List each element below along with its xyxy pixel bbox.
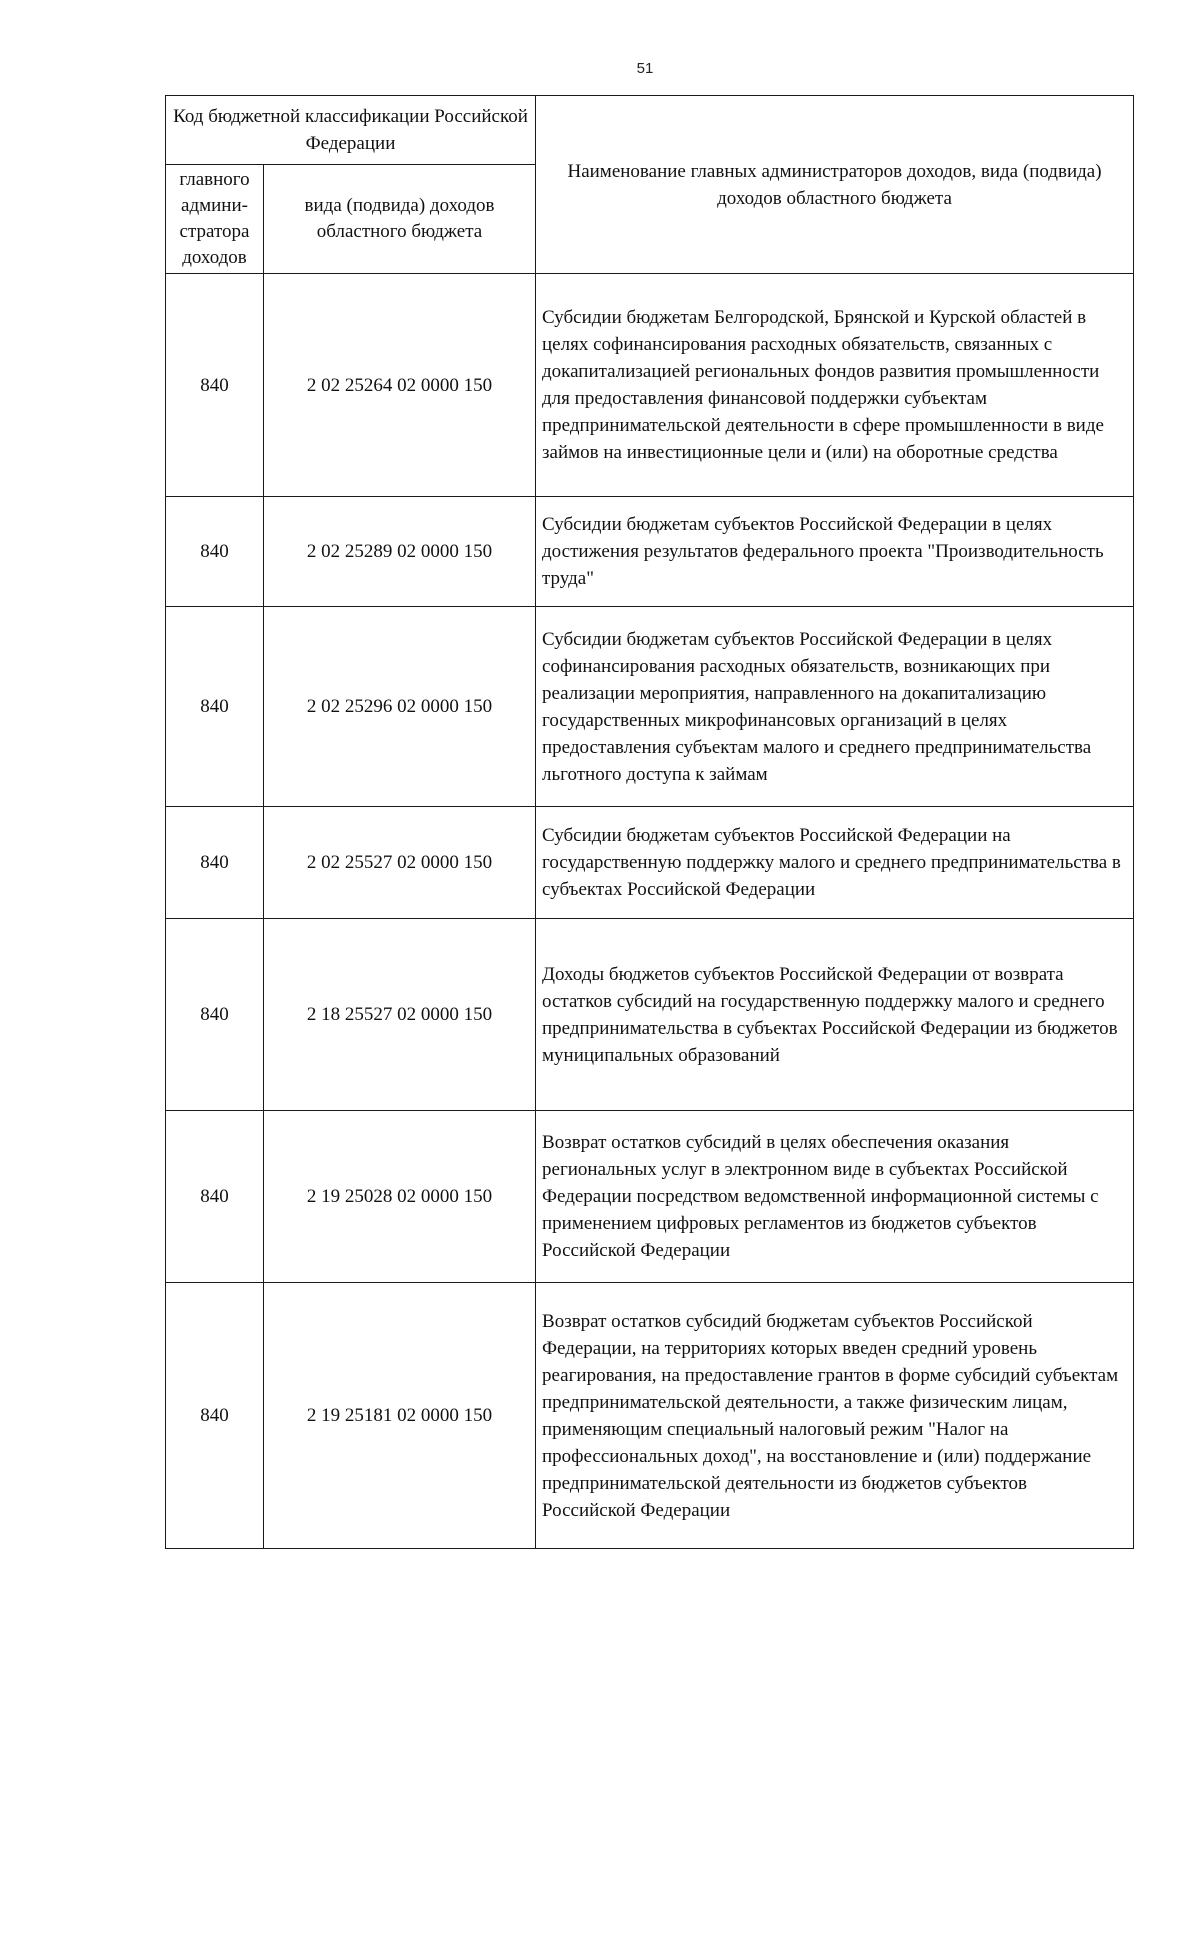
page-number: 51: [636, 60, 654, 77]
income-code-cell: 2 02 25264 02 0000 150: [264, 274, 536, 497]
budget-classification-table: [165, 95, 1134, 1549]
income-name-cell: Субсидии бюджетам Белгородской, Брянской и Курской областей в целях софинансирования расходных обязательств, связанных с докапитализацией региональных фондов развития промышленности для предоставления финансовой поддержки субъектам предпринимательской деятельности в сфере промышленности в виде займов на инвестиционные цели и (или) на оборотные средства: [536, 274, 1134, 497]
income-code-cell: 2 02 25296 02 0000 150: [264, 607, 536, 807]
income-code-cell: 2 19 25028 02 0000 150: [264, 1111, 536, 1283]
header-admin-column: главного админи-стратора доходов: [166, 165, 264, 274]
table-row: [166, 1283, 1134, 1549]
header-kind-column: вида (подвида) доходов областного бюджета: [264, 165, 536, 274]
admin-code-cell: 840: [166, 807, 264, 919]
income-code-cell: 2 18 25527 02 0000 150: [264, 919, 536, 1111]
income-name-cell: Доходы бюджетов субъектов Российской Федерации от возврата остатков субсидий на государственную поддержку малого и среднего предпринимательства в субъектах Российской Федерации из бюджетов муниципальных образований: [536, 919, 1134, 1111]
table-row: [166, 807, 1134, 919]
header-name-column: Наименование главных администраторов доходов, вида (подвида) доходов областного бюджета: [536, 96, 1134, 274]
table-row: [166, 1111, 1134, 1283]
income-name-cell: Субсидии бюджетам субъектов Российской Федерации в целях софинансирования расходных обязательств, возникающих при реализации мероприятия, направленного на докапитализацию государственных микрофинансовых организаций в целях предоставления субъектам малого и среднего предпринимательства льготного доступа к займам: [536, 607, 1134, 807]
table-row: [166, 607, 1134, 807]
income-name-cell: Возврат остатков субсидий бюджетам субъектов Российской Федерации, на территориях которых введен средний уровень реагирования, на предоставление грантов в форме субсидий субъектам предпринимательской деятельности, а также физическим лицам, применяющим специальный налоговый режим "Налог на профессиональных доход", на восстановление и (или) поддержание предпринимательской деятельности из бюджетов субъектов Российской Федерации: [536, 1283, 1134, 1549]
admin-code-cell: 840: [166, 274, 264, 497]
admin-code-cell: 840: [166, 497, 264, 607]
income-code-cell: 2 02 25527 02 0000 150: [264, 807, 536, 919]
income-code-cell: 2 19 25181 02 0000 150: [264, 1283, 536, 1549]
income-name-cell: Субсидии бюджетам субъектов Российской Федерации на государственную поддержку малого и среднего предпринимательства в субъектах Российской Федерации: [536, 807, 1134, 919]
income-name-cell: Субсидии бюджетам субъектов Российской Федерации в целях достижения результатов федерального проекта "Производительность труда": [536, 497, 1134, 607]
admin-code-cell: 840: [166, 1111, 264, 1283]
table-body: [166, 274, 1134, 1549]
table-row: [166, 919, 1134, 1111]
income-code-cell: 2 02 25289 02 0000 150: [264, 497, 536, 607]
admin-code-cell: 840: [166, 607, 264, 807]
header-code-group: Код бюджетной классификации Российской Федерации: [166, 96, 536, 165]
admin-code-cell: 840: [166, 1283, 264, 1549]
income-name-cell: Возврат остатков субсидий в целях обеспечения оказания региональных услуг в электронном виде в субъектах Российской Федерации посредством ведомственной информационной системы с применением цифровых регламентов из бюджетов субъектов Российской Федерации: [536, 1111, 1134, 1283]
table-row: [166, 274, 1134, 497]
table-row: [166, 497, 1134, 607]
table-header: [166, 96, 1134, 274]
admin-code-cell: 840: [166, 919, 264, 1111]
